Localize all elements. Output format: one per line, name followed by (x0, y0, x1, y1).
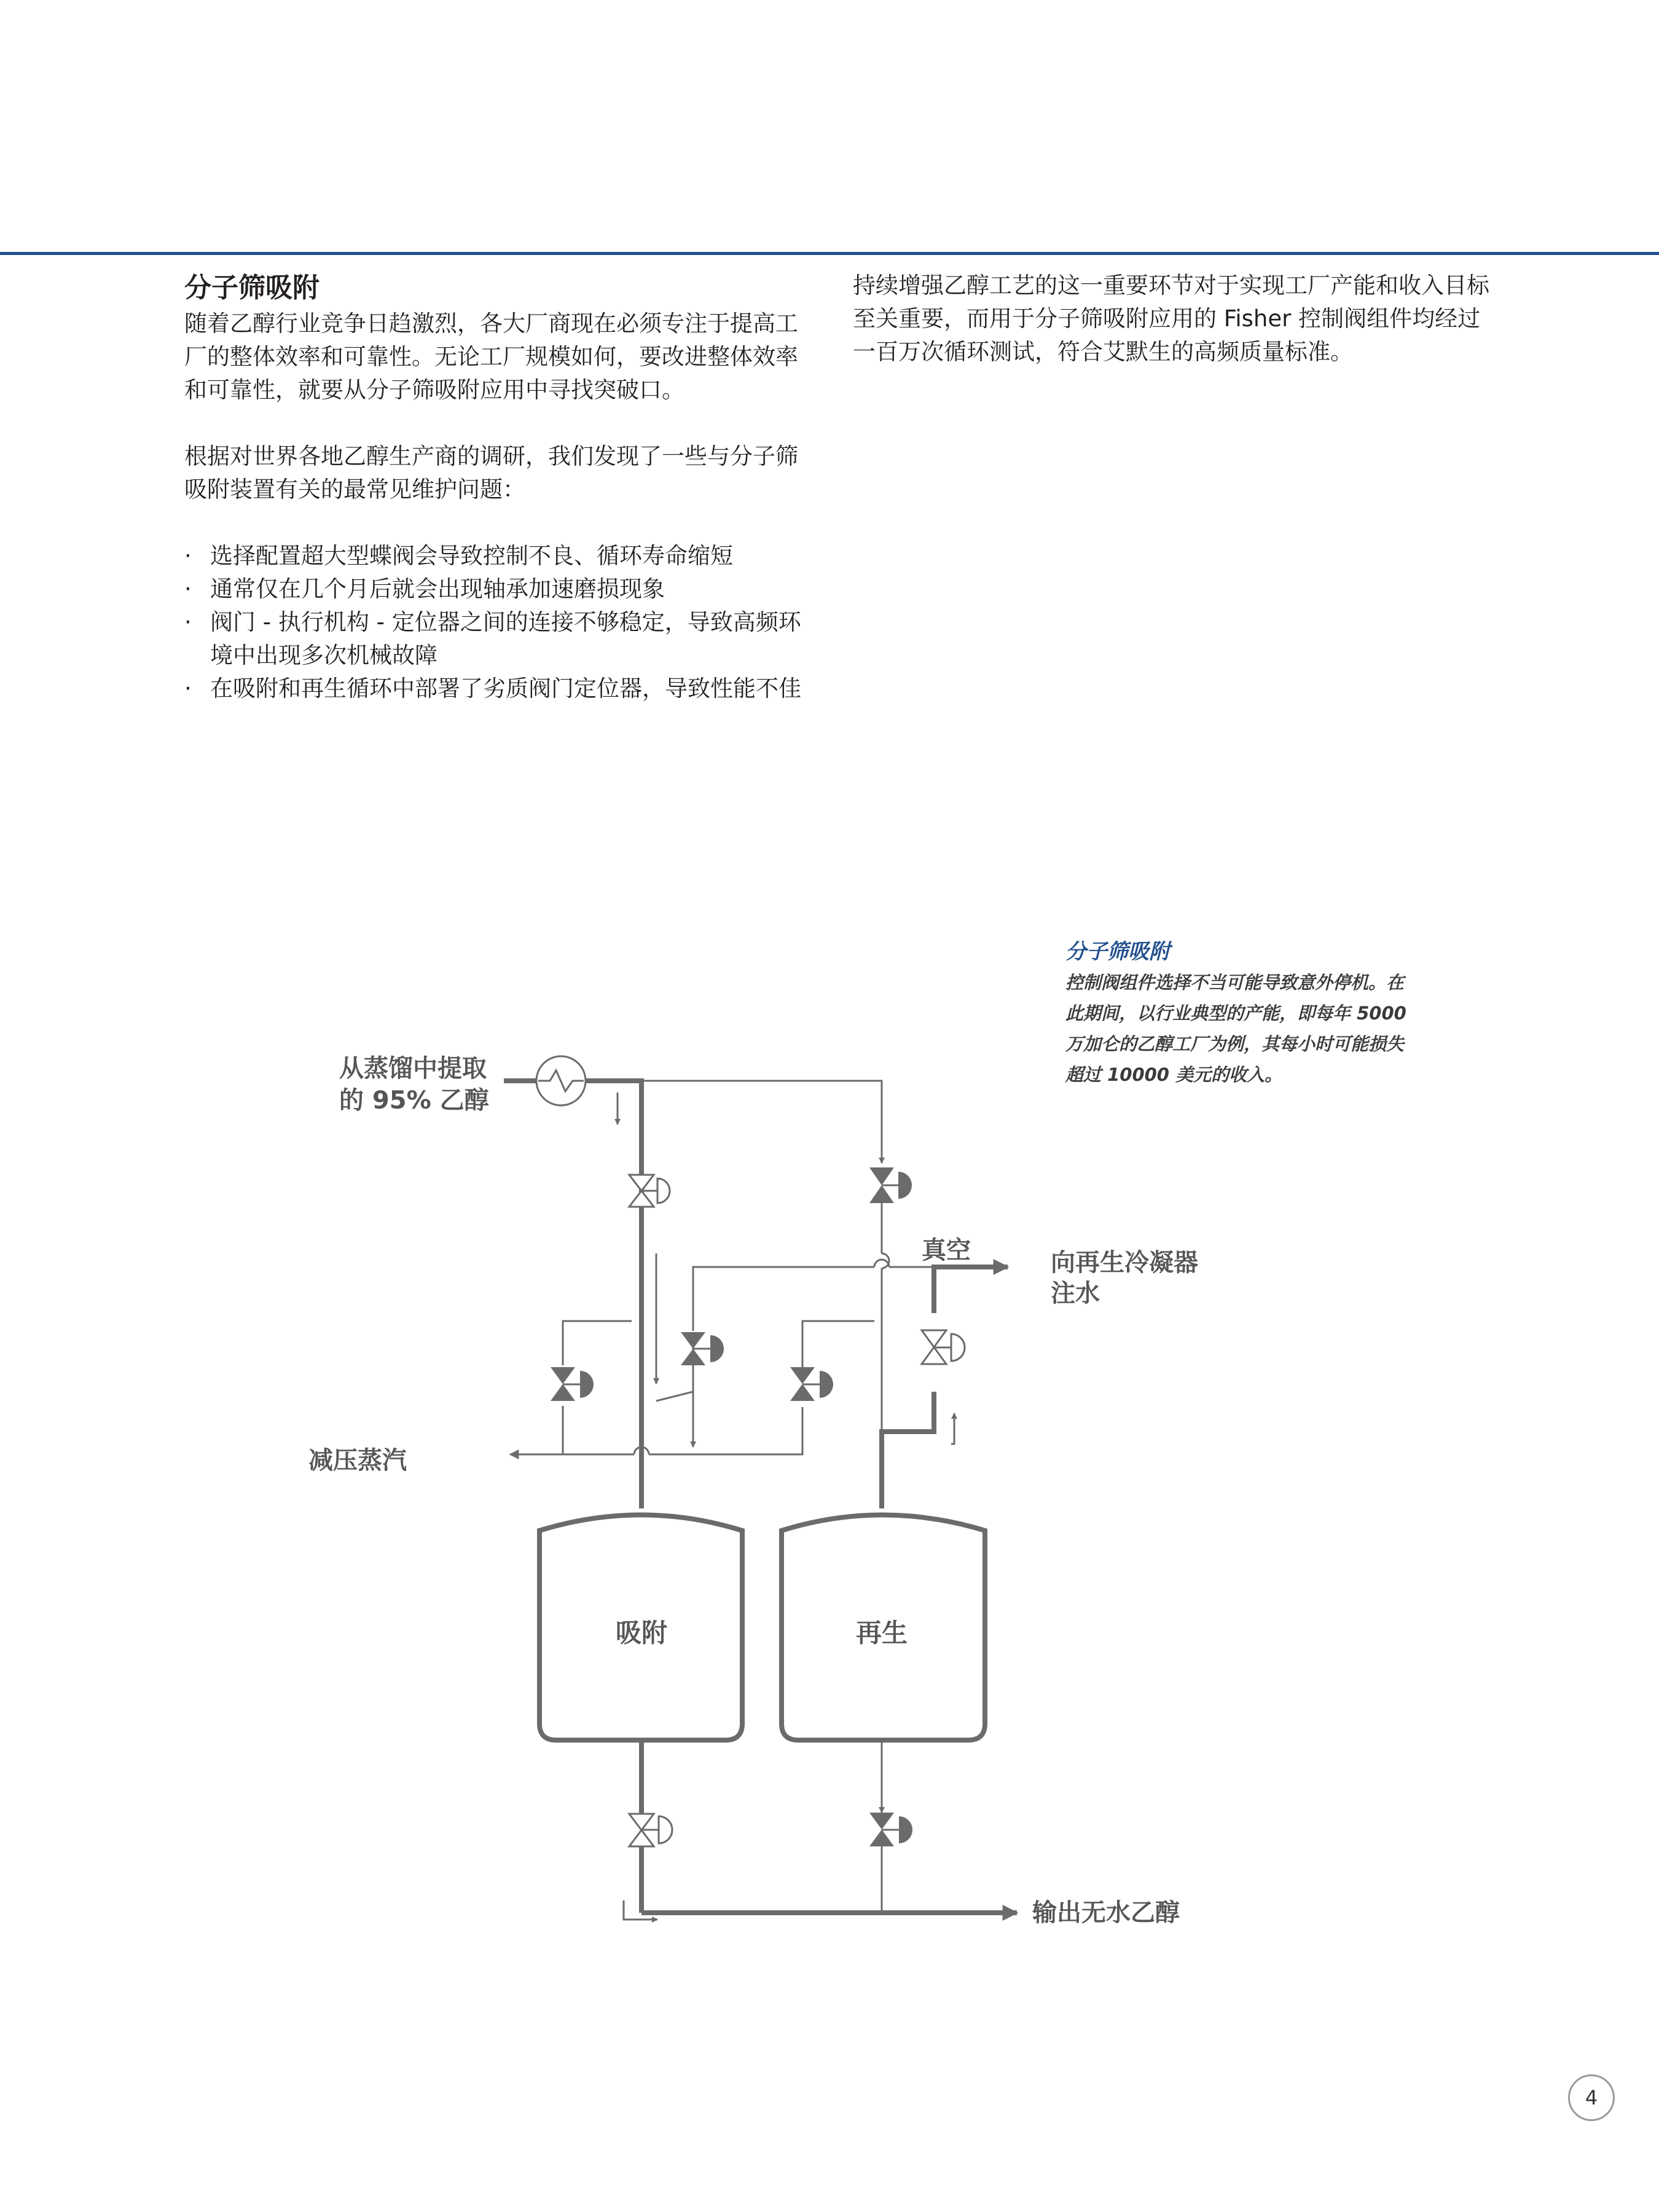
steam-valve-left (551, 1367, 594, 1401)
steam-valve-right (790, 1367, 833, 1401)
condenser-valve (922, 1330, 965, 1364)
intro-paragraph: 随着乙醇行业竞争日趋激烈，各大厂商现在必须专注于提高工厂的整体效率和可靠性。无论工厂规模如何，要改进整体效率和可靠性，就要从分子筛吸附应用中寻找突破口。 (184, 310, 798, 403)
regen-vessel (782, 1515, 985, 1741)
page-number: 4 (1568, 2074, 1615, 2121)
caption-body: 控制阀组件选择不当可能导致意外停机。在此期间，以行业典型的产能，即每年 5000 万加仑的乙醇工厂为例，其每小时可能损失超过 10000 美元的收入。 (1065, 972, 1406, 1085)
condenser-label: 注水 (1051, 1279, 1100, 1308)
list-item: · 选择配置超大型蝶阀会导致控制不良、循环寿命缩短 (184, 539, 817, 573)
conclusion-paragraph: 持续增强乙醇工艺的这一重要环节对于实现工厂产能和收入目标至关重要，而用于分子筛吸附应用的 Fisher 控制阀组件均经过一百万次循环测试，符合艾默生的高频质量标准。 (853, 272, 1489, 365)
condenser-label: 向再生冷凝器 (1051, 1249, 1198, 1277)
survey-paragraph: 根据对世界各地乙醇生产商的调研，我们发现了一些与分子筛吸附装置有关的最常见维护问题： (184, 443, 798, 503)
adsorb-inlet-valve (629, 1175, 670, 1207)
adsorb-vessel-label: 吸附 (615, 1618, 668, 1648)
list-item: · 在吸附和再生循环中部署了劣质阀门定位器，导致性能不佳 (184, 672, 817, 705)
regen-outlet-valve (869, 1813, 912, 1846)
regen-vessel-label: 再生 (855, 1618, 908, 1648)
left-column (184, 269, 817, 705)
adsorb-outlet-valve (629, 1814, 672, 1846)
flow-arrow (951, 1413, 954, 1444)
process-diagram (0, 983, 1659, 2028)
list-item: · 通常仅在几个月后就会出现轴承加速磨损现象 (184, 573, 817, 606)
heat-exchanger-icon (536, 1056, 586, 1105)
outlet-pipe (624, 1743, 1017, 1920)
steam-label: 减压蒸汽 (308, 1446, 407, 1475)
feed-label: 的 95% 乙醇 (339, 1086, 489, 1115)
adsorb-vessel (539, 1515, 742, 1741)
list-item: · 阀门 - 执行机构 - 定位器之间的连接不够稳定，导致高频环境中出现多次机械故障 (184, 606, 817, 672)
regen-feed-line (586, 1081, 889, 1459)
section-title: 分子筛吸附 (184, 272, 320, 304)
caption-title: 分子筛吸附 (1065, 939, 1170, 964)
vacuum-pipe (882, 1267, 1008, 1508)
issue-list (184, 539, 817, 705)
vacuum-label: 真空 (922, 1236, 971, 1265)
regen-vent-valve (681, 1332, 724, 1365)
right-column (853, 269, 1498, 369)
feed-label: 从蒸馏中提取 (339, 1054, 487, 1083)
output-label: 输出无水乙醇 (1032, 1899, 1180, 1927)
feed-pipe (504, 1081, 641, 1508)
header-rule (0, 252, 1659, 255)
regen-inlet-valve (869, 1167, 912, 1203)
